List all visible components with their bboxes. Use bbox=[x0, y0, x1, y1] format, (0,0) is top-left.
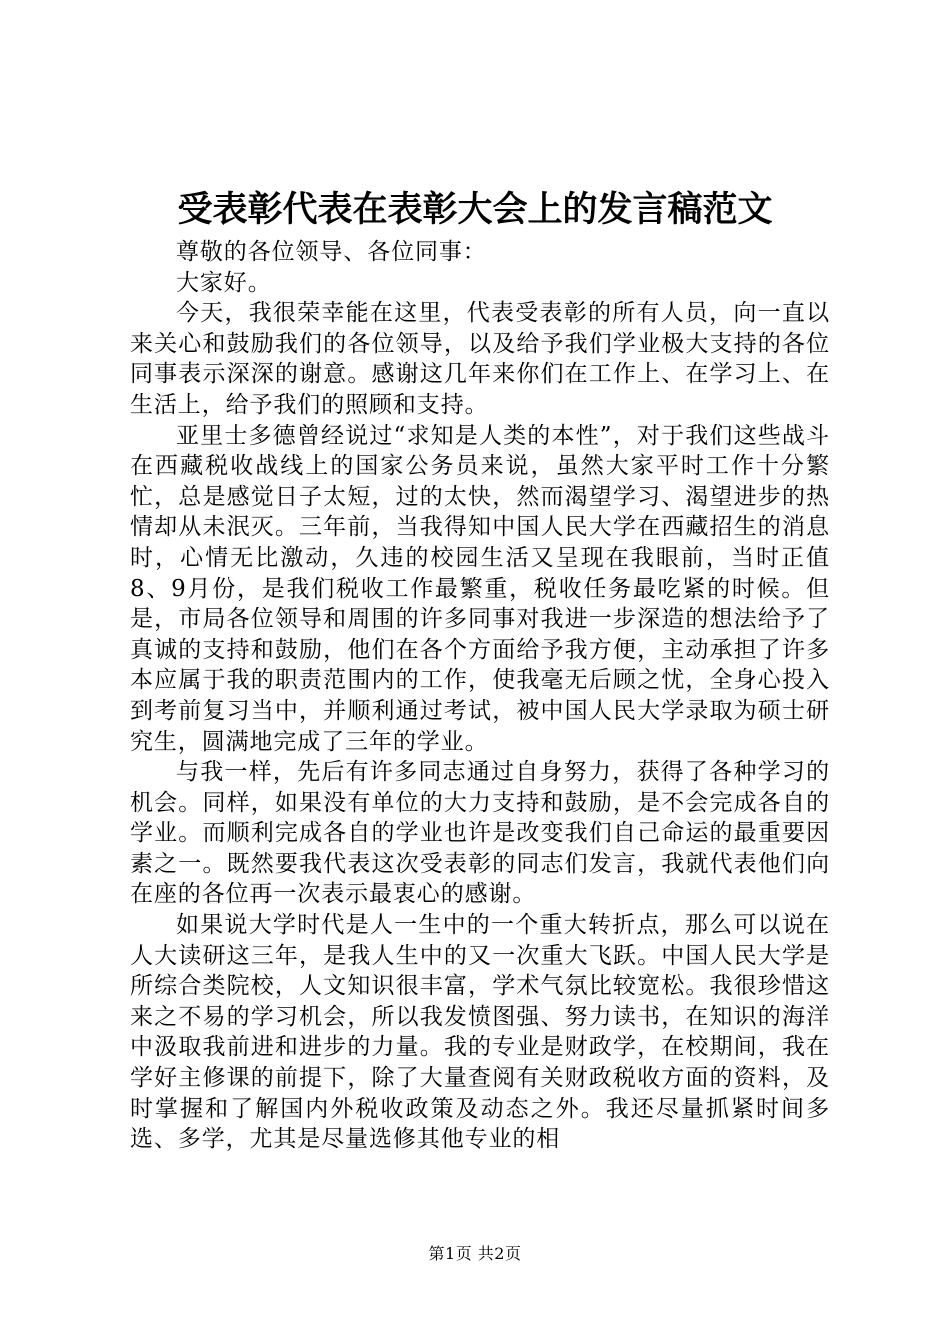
paragraph: 亚里士多德曾经说过“求知是人类的本性”，对于我们这些战斗在西藏税收战线上的国家公务员来说，虽然大家平时工作十分繁忙，总是感觉日子太短，过的太快，然而渴望学习、渴望进步的热情却从未泯灭。三年前，当我得知中国人民大学在西藏招生的消息时，心情无比激动，久违的校园生活又呈现在我眼前，当时正值8、9月份，是我们税收工作最繁重，税收任务最吃紧的时候。但是，市局各位领导和周围的许多同事对我进一步深造的想法给予了真诚的支持和鼓励，他们在各个方面给予我方便，主动承担了许多本应属于我的职责范围内的工作，使我毫无后顾之忧，全身心投入到考前复习当中，并顺利通过考试，被中国人民大学录取为硕士研究生，圆满地完成了三年的学业。 bbox=[130, 422, 830, 755]
paragraph: 如果说大学时代是人一生中的一个重大转折点，那么可以说在人大读研这三年，是我人生中的又一次重大飞跃。中国人民大学是所综合类院校，人文知识很丰富，学术气氛比较宽松。我很珍惜这来之不易的学习机会，所以我发愤图强、努力读书，在知识的海洋中汲取我前进和进步的力量。我的专业是财政学，在校期间，我在学好主修课的前提下，除了大量查阅有关财政税收方面的资料，及时掌握和了解国内外税收政策及动态之外。我还尽量抓紧时间多选、多学，尤其是尽量选修其他专业的相 bbox=[130, 912, 830, 1153]
salutation: 尊敬的各位领导、各位同事： bbox=[176, 239, 487, 265]
document-title: 受表彰代表在表彰大会上的发言稿范文 bbox=[177, 189, 773, 230]
document-body bbox=[130, 237, 830, 1155]
paragraph: 今天，我很荣幸能在这里，代表受表彰的所有人员，向一直以来关心和鼓励我们的各位领导，以及给予我们学业极大支持的各位同事表示深深的谢意。感谢这几年来你们在工作上、在学习上、在生活上，给予我们的照顾和支持。 bbox=[130, 300, 830, 418]
page-footer: 第1页 共2页 bbox=[428, 1244, 522, 1263]
greeting: 大家好。 bbox=[176, 269, 272, 296]
paragraph: 与我一样，先后有许多同志通过自身努力，获得了各种学习的机会。同样，如果没有单位的大力支持和鼓励，是不会完成各自的学业。而顺利完成各自的学业也许是改变我们自己命运的最重要因素之一。既然要我代表这次受表彰的同志们发言，我就代表他们向在座的各位再一次表示最衷心的感谢。 bbox=[130, 759, 830, 908]
